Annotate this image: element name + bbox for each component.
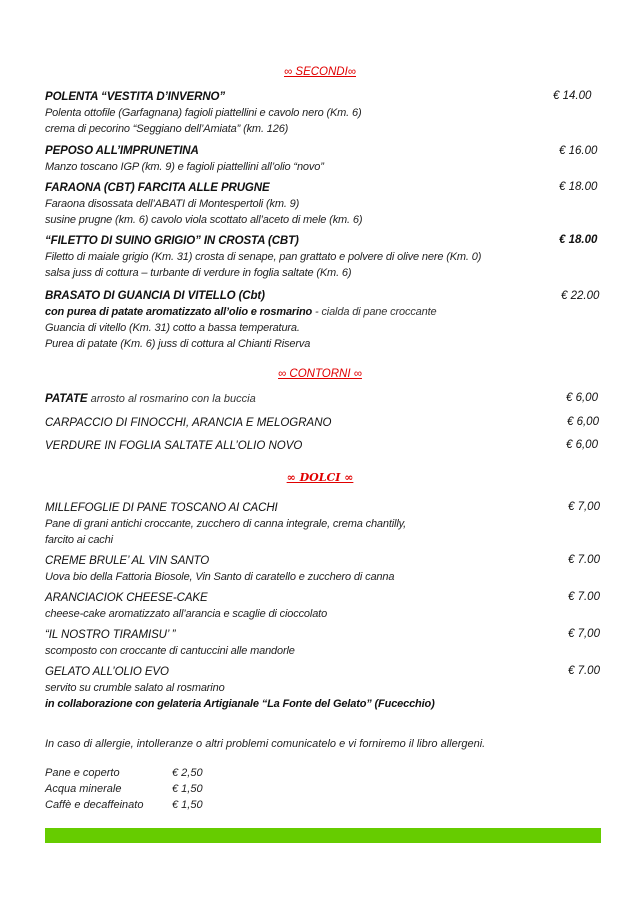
item-desc-bold: in collaborazione con gelateria Artigianale “La Fonte del Gelato” (Fucecchio) bbox=[45, 698, 435, 710]
extras-price: € 1,50 bbox=[172, 799, 203, 811]
item-title: GELATO ALL’OLIO EVO bbox=[45, 666, 169, 678]
item-subtitle bbox=[45, 304, 600, 320]
menu-item-filetto bbox=[45, 233, 600, 281]
extras-label: Caffè e decaffeinato bbox=[45, 799, 144, 811]
item-title: ARANCIACIOK CHEESE-CAKE bbox=[45, 592, 208, 604]
section-title-contorni: ∞ CONTORNI ∞ bbox=[278, 368, 362, 380]
item-price: € 18.00 bbox=[559, 181, 598, 193]
extras-row bbox=[45, 765, 203, 781]
item-desc: Purea di patate (Km. 6) juss di cottura al Chianti Riserva bbox=[45, 338, 311, 350]
item-title: BRASATO DI GUANCIA DI VITELLO (Cbt) bbox=[45, 290, 265, 302]
menu-item-carpaccio: CARPACCIO DI FINOCCHI, ARANCIA E MELOGRANO bbox=[45, 417, 332, 429]
menu-item-brasato bbox=[45, 288, 600, 352]
item-desc: Manzo toscano IGP (km. 9) e fagioli piattellini all’olio “novo” bbox=[45, 161, 324, 173]
item-price: € 6,00 bbox=[566, 439, 598, 451]
item-title: “IL NOSTRO TIRAMISU’ ” bbox=[45, 629, 176, 641]
item-price: € 7.00 bbox=[568, 665, 600, 677]
item-title: “FILETTO DI SUINO GRIGIO” IN CROSTA (CBT) bbox=[45, 235, 299, 247]
item-price: € 7,00 bbox=[568, 628, 600, 640]
menu-item-polenta bbox=[45, 89, 600, 137]
item-desc: Filetto di maiale grigio (Km. 31) crosta di senape, pan grattato e polvere di olive nere (Km. 0) bbox=[45, 251, 482, 263]
menu-item-faraona bbox=[45, 180, 600, 228]
menu-item-verdure: VERDURE IN FOGLIA SALTATE ALL’OLIO NOVO bbox=[45, 440, 303, 452]
item-title: FARAONA (CBT) FARCITA ALLE PRUGNE bbox=[45, 182, 270, 194]
item-title: CREME BRULE’ AL VIN SANTO bbox=[45, 555, 210, 567]
extras-price: € 1,50 bbox=[172, 783, 203, 795]
item-title: PEPOSO ALL’IMPRUNETINA bbox=[45, 145, 199, 157]
extras-row bbox=[45, 797, 203, 813]
menu-item-cheesecake bbox=[45, 590, 600, 622]
menu-item-peposo bbox=[45, 143, 600, 175]
item-desc: cheese-cake aromatizzato all’arancia e scaglie di cioccolato bbox=[45, 608, 328, 620]
section-title-dolci: ∞ DOLCI ∞ bbox=[286, 471, 354, 484]
extras-label: Acqua minerale bbox=[45, 783, 122, 795]
item-title: MILLEFOGLIE DI PANE TOSCANO AI CACHI bbox=[45, 502, 278, 514]
menu-item-creme-brule bbox=[45, 553, 600, 585]
item-desc: arrosto al rosmarino con la buccia bbox=[87, 393, 256, 405]
item-desc: Guancia di vitello (Km. 31) cotto a bassa temperatura. bbox=[45, 322, 300, 334]
menu-item-gelato bbox=[45, 664, 600, 712]
item-desc: servito su crumble salato al rosmarino bbox=[45, 682, 225, 694]
extras-label: Pane e coperto bbox=[45, 767, 120, 779]
item-desc: Pane di grani antichi croccante, zucchero di canna integrale, crema chantilly, bbox=[45, 518, 407, 530]
item-title: PATATE bbox=[45, 393, 88, 405]
menu-item-patate bbox=[45, 391, 256, 407]
item-desc: Uova bio della Fattoria Biosole, Vin Santo di caratello e zucchero di canna bbox=[45, 571, 395, 583]
footer-green-bar bbox=[45, 828, 601, 843]
item-price: € 22.00 bbox=[561, 290, 600, 302]
item-subtitle-bold: con purea di patate aromatizzato all’olio e rosmarino bbox=[45, 306, 313, 318]
item-desc: susine prugne (km. 6) cavolo viola scottato all’aceto di mele (km. 6) bbox=[45, 214, 363, 226]
item-title: POLENTA “VESTITA D’INVERNO” bbox=[45, 91, 226, 103]
item-desc: crema di pecorino “Seggiano dell’Amiata” (km. 126) bbox=[45, 123, 289, 135]
item-price: € 7,00 bbox=[568, 501, 600, 513]
item-price: € 14.00 bbox=[553, 90, 592, 102]
item-desc: Faraona disossata dell’ABATI di Montespertoli (km. 9) bbox=[45, 198, 300, 210]
item-desc: Polenta ottofile (Garfagnana) fagioli piattellini e cavolo nero (Km. 6) bbox=[45, 107, 362, 119]
item-price: € 6,00 bbox=[567, 416, 599, 428]
allergy-note: In caso di allergie, intolleranze o altri problemi comunicatelo e vi forniremo il libro allergeni. bbox=[45, 738, 486, 750]
item-price: € 7.00 bbox=[568, 554, 600, 566]
item-price: € 18.00 bbox=[559, 234, 598, 246]
item-price: € 6,00 bbox=[566, 392, 598, 404]
item-price: € 7.00 bbox=[568, 591, 600, 603]
item-desc: scomposto con croccante di cantuccini alle mandorle bbox=[45, 645, 295, 657]
section-title-secondi: ∞ SECONDI∞ bbox=[284, 66, 356, 78]
item-price: € 16.00 bbox=[559, 145, 598, 157]
extras-row bbox=[45, 781, 203, 797]
extras-list bbox=[45, 765, 203, 813]
item-desc: salsa juss di cottura – turbante di verdure in foglia saltate (Km. 6) bbox=[45, 267, 352, 279]
menu-item-millefoglie bbox=[45, 500, 600, 548]
item-desc: farcito ai cachi bbox=[45, 534, 113, 546]
item-subtitle-rest: - cialda di pane croccante bbox=[312, 306, 437, 318]
menu-item-tiramisu bbox=[45, 627, 600, 659]
extras-price: € 2,50 bbox=[172, 767, 203, 779]
